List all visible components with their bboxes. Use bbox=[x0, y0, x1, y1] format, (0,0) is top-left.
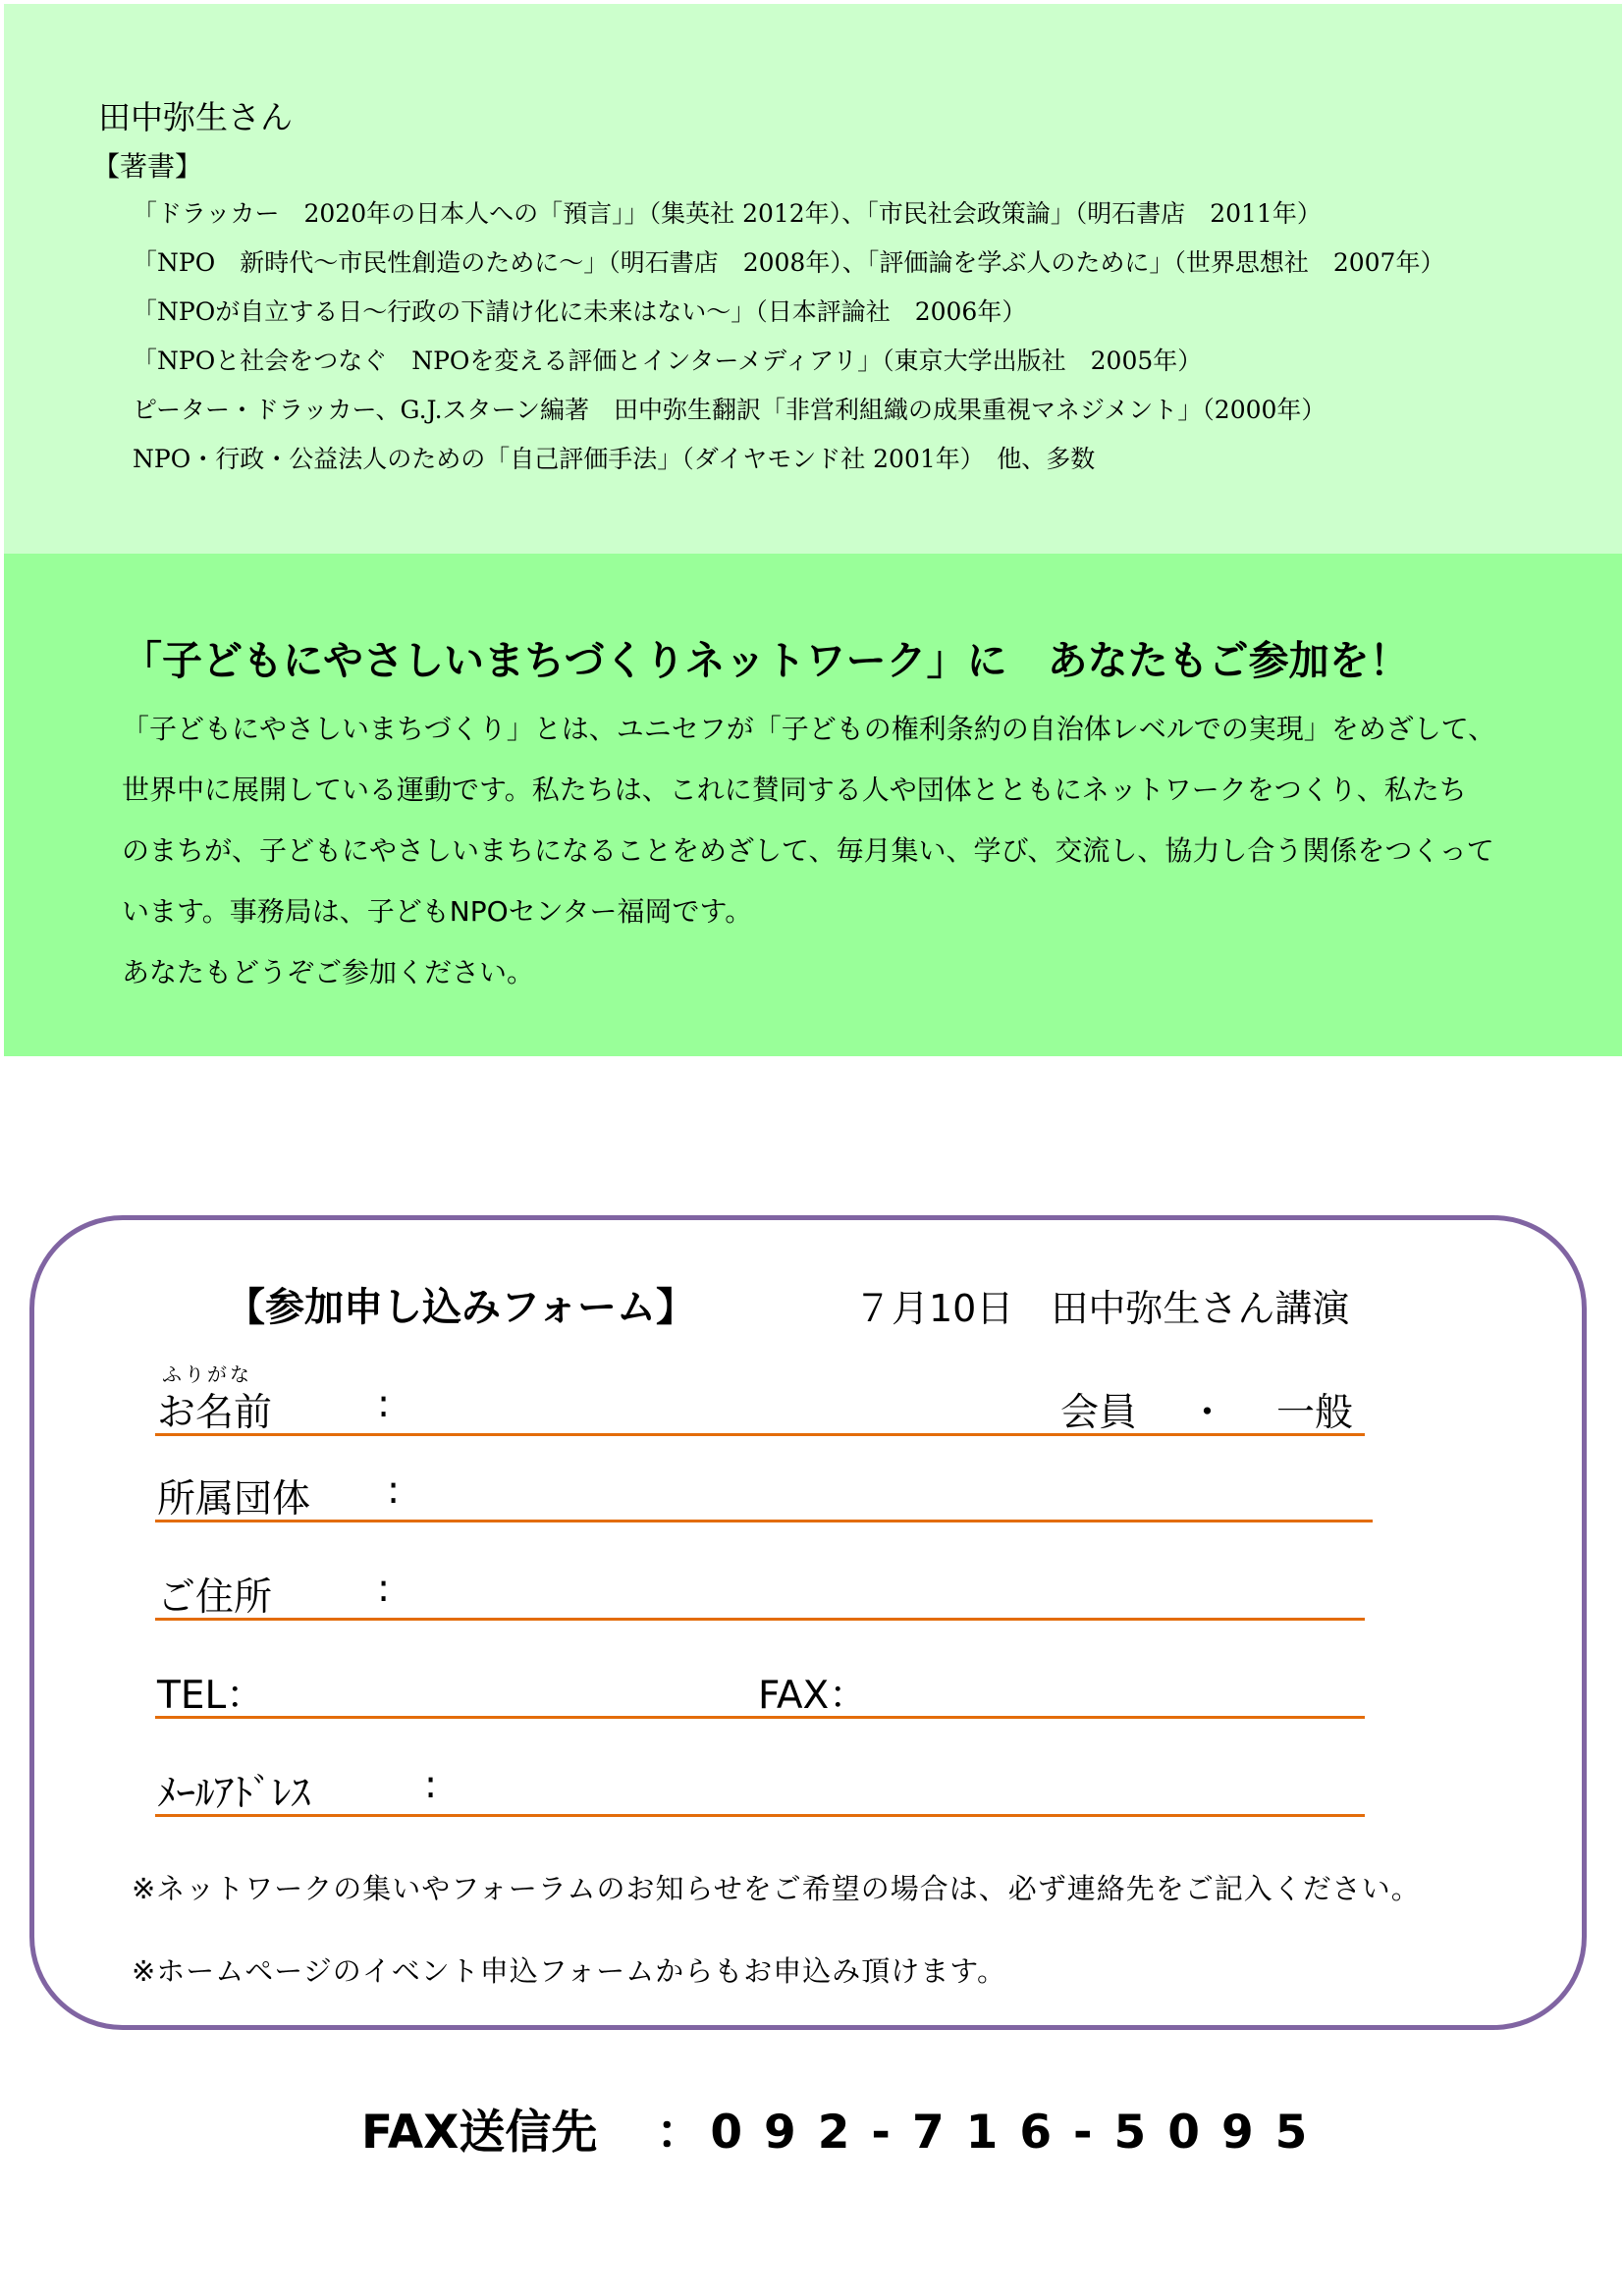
tel-label: TEL： bbox=[157, 1674, 265, 1718]
form-note-web: ※ホームページのイベント申込フォームからもお申込み頂けます。 bbox=[132, 1954, 1006, 1988]
email-label: ﾒｰﾙｱﾄﾞﾚｽ bbox=[157, 1772, 311, 1816]
form-note-contact: ※ネットワークの集いやフォーラムのお知らせをご希望の場合は、必ず連絡先をご記入ください。 bbox=[132, 1872, 1421, 1905]
general-option[interactable]: 一般 bbox=[1276, 1391, 1354, 1435]
org-field[interactable] bbox=[155, 1520, 1373, 1522]
network-title: 「子どもにやさしいまちづくりネットワーク」に あなたもご参加を！ bbox=[122, 637, 1410, 684]
network-line: います。事務局は、子どもNPOセンター福岡です。 bbox=[122, 895, 753, 928]
org-colon: : bbox=[387, 1468, 401, 1513]
name-colon: : bbox=[377, 1382, 391, 1426]
email-field[interactable] bbox=[155, 1814, 1365, 1817]
book-item: NPO・行政・公益法人のための「自己評価手法」（ダイヤモンド社 2001年） 他、多数 bbox=[133, 445, 1096, 473]
fax-number: 092-716-5095 bbox=[710, 2106, 1329, 2160]
member-option[interactable]: 会員 bbox=[1060, 1391, 1138, 1435]
book-item: 「NPOが自立する日～行政の下請け化に未来はない～」（日本評論社 2006年） bbox=[133, 297, 1027, 326]
book-item: 「ドラッカー 2020年の日本人への「預言」」（集英社 2012年）、「市民社会政策論」（明石書店 2011年） bbox=[133, 199, 1322, 228]
fax-destination-colon: ： bbox=[656, 2106, 703, 2160]
network-description bbox=[122, 699, 1565, 1003]
option-separator: ・ bbox=[1188, 1391, 1227, 1435]
name-label: お名前 bbox=[157, 1391, 273, 1435]
author-name: 田中弥生さん bbox=[98, 98, 293, 136]
fax-destination bbox=[361, 2096, 1328, 2162]
fax-label: FAX： bbox=[758, 1674, 868, 1718]
form-event: ７月10日 田中弥生さん講演 bbox=[854, 1287, 1350, 1330]
address-field[interactable] bbox=[155, 1618, 1365, 1621]
tel-fax-field[interactable] bbox=[155, 1716, 1365, 1719]
form-title: 【参加申し込みフォーム】 bbox=[226, 1285, 695, 1330]
email-colon: : bbox=[424, 1763, 438, 1807]
network-line: あなたもどうぞご参加ください。 bbox=[122, 956, 535, 988]
book-item: 「NPOと社会をつなぐ NPOを変える評価とインターメディアリ」（東京大学出版社 2005年） bbox=[133, 347, 1203, 375]
name-field[interactable] bbox=[155, 1433, 1365, 1436]
book-item: ピーター・ドラッカー、G.J.スターン編著 田中弥生翻訳「非営利組織の成果重視マネジメント」（2000年） bbox=[133, 396, 1326, 424]
furigana-label: ふりがな bbox=[162, 1362, 252, 1386]
book-list bbox=[133, 194, 1444, 489]
network-line: 世界中に展開している運動です。私たちは、これに賛同する人や団体とともにネットワークをつくり、私たち bbox=[122, 774, 1467, 806]
network-line: のまちが、子どもにやさしいまちになることをめざして、毎月集い、学び、交流し、協力し合う関係をつくって bbox=[122, 834, 1494, 867]
org-label: 所属団体 bbox=[157, 1477, 311, 1522]
address-colon: : bbox=[377, 1567, 391, 1611]
application-form-frame bbox=[29, 1215, 1587, 2030]
network-line: 「子どもにやさしいまちづくり」とは、ユニセフが「子どもの権利条約の自治体レベルでの実現」をめざして、 bbox=[122, 713, 1496, 745]
book-item: 「NPO 新時代～市民性創造のために～」（明石書店 2008年）、「評価論を学ぶ人のために」（世界思想社 2007年） bbox=[133, 248, 1445, 277]
fax-destination-label: FAX送信先 bbox=[361, 2106, 598, 2160]
address-label: ご住所 bbox=[157, 1575, 273, 1620]
books-heading: 【著書】 bbox=[92, 150, 203, 183]
